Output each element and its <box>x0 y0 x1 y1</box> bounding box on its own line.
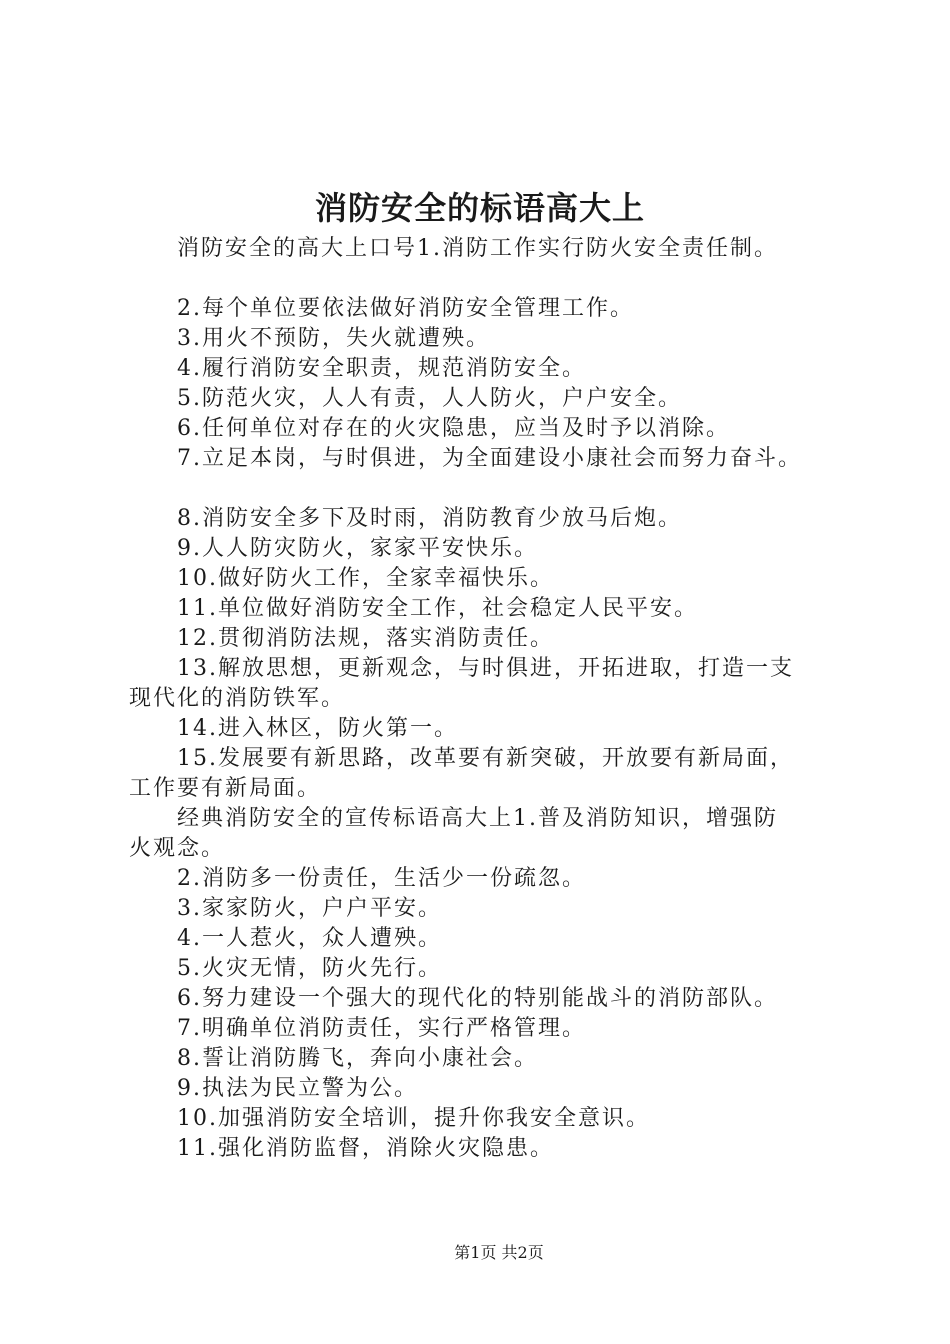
body-line: 9.人人防灾防火，家家平安快乐。 <box>177 536 538 561</box>
body-line: 11.单位做好消防安全工作，社会稳定人民平安。 <box>177 596 698 621</box>
body-line: 14.进入林区，防火第一。 <box>177 716 458 741</box>
body-line: 现代化的消防铁军。 <box>129 686 346 711</box>
body-line: 7.立足本岗，与时俱进，为全面建设小康社会而努力奋斗。 <box>177 446 802 471</box>
body-line: 5.火灾无情，防火先行。 <box>177 956 442 981</box>
body-line: 3.家家防火，户户平安。 <box>177 896 442 921</box>
body-line: 4.一人惹火，众人遭殃。 <box>177 926 442 951</box>
body-line: 工作要有新局面。 <box>129 776 322 801</box>
body-line: 15.发展要有新思路，改革要有新突破，开放要有新局面， <box>177 746 794 771</box>
body-line: 12.贯彻消防法规，落实消防责任。 <box>177 626 554 651</box>
body-line: 消防安全的高大上口号1.消防工作实行防火安全责任制。 <box>177 236 778 261</box>
body-line: 6.任何单位对存在的火灾隐患，应当及时予以消除。 <box>177 416 730 441</box>
body-line: 8.消防安全多下及时雨，消防教育少放马后炮。 <box>177 506 682 531</box>
body-line: 4.履行消防安全职责，规范消防安全。 <box>177 356 586 381</box>
body-line: 2.消防多一份责任，生活少一份疏忽。 <box>177 866 586 891</box>
body-line: 6.努力建设一个强大的现代化的特别能战斗的消防部队。 <box>177 986 778 1011</box>
body-line: 8.誓让消防腾飞，奔向小康社会。 <box>177 1046 538 1071</box>
body-line: 11.强化消防监督，消除火灾隐患。 <box>177 1136 554 1161</box>
page-number-footer: 第1页 共2页 <box>454 1243 544 1262</box>
body-line: 10.加强消防安全培训，提升你我安全意识。 <box>177 1106 650 1131</box>
body-line: 3.用火不预防，失火就遭殃。 <box>177 326 490 351</box>
body-line: 7.明确单位消防责任，实行严格管理。 <box>177 1016 586 1041</box>
document-title: 消防安全的标语高大上 <box>314 189 645 227</box>
body-line: 10.做好防火工作，全家幸福快乐。 <box>177 566 554 591</box>
body-line-blank <box>129 474 849 504</box>
body-line: 2.每个单位要依法做好消防安全管理工作。 <box>177 296 634 321</box>
body-line-blank <box>129 264 849 294</box>
body-line: 经典消防安全的宣传标语高大上1.普及消防知识，增强防 <box>177 806 778 831</box>
body-line: 火观念。 <box>129 836 226 861</box>
body-line: 5.防范火灾，人人有责，人人防火，户户安全。 <box>177 386 682 411</box>
body-line: 13.解放思想，更新观念，与时俱进，开拓进取，打造一支 <box>177 656 794 681</box>
body-line: 9.执法为民立警为公。 <box>177 1076 418 1101</box>
document-body <box>129 234 849 1164</box>
